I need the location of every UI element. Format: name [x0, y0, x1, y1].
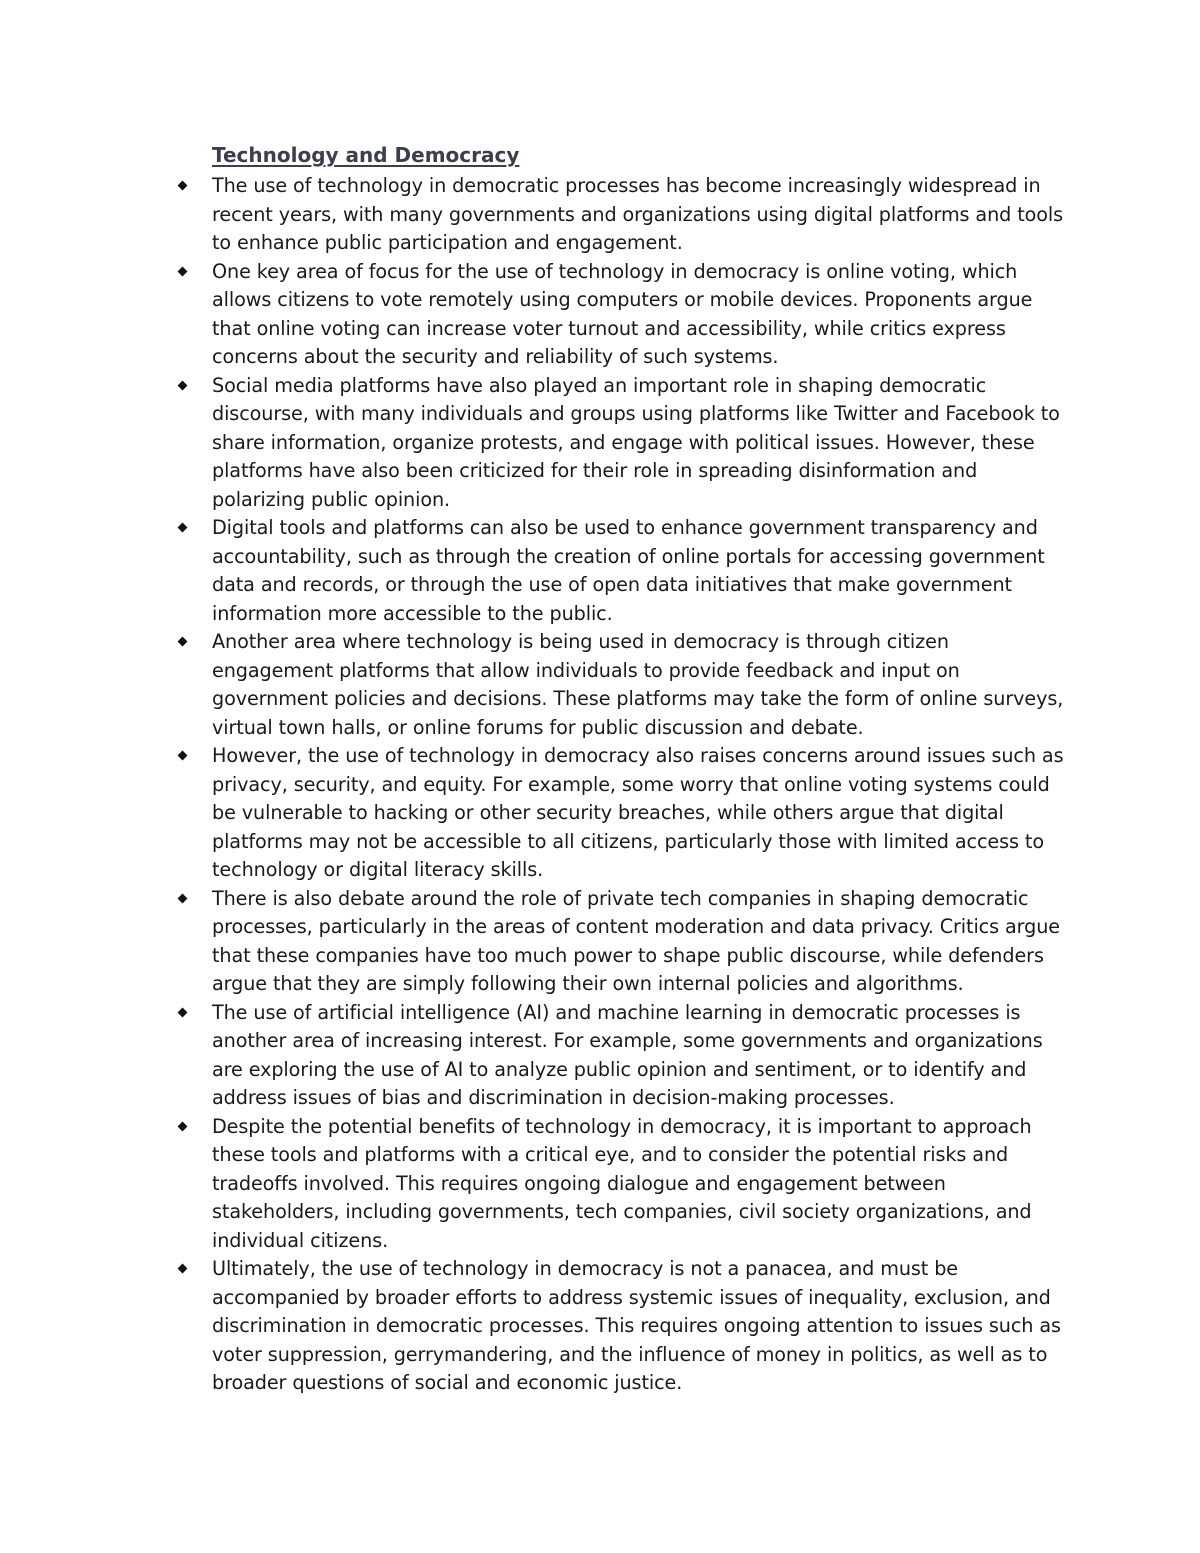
bullet-item: [212, 372, 1072, 515]
bullet-item: [212, 514, 1072, 628]
diamond-bullet-icon: [178, 181, 188, 191]
bullet-item: [212, 742, 1072, 885]
bullet-text: Ultimately, the use of technology in democracy is not a panacea, and must be accompanied by broader efforts to address systemic issues of inequality, exclusion, and discrimination in democratic processes. This requires ongoing attention to issues such as voter suppression, gerrymandering, and the influence of money in politics, as well as to broader questions of social and economic justice.: [212, 1257, 1061, 1394]
bullet-item: [212, 885, 1072, 999]
bullet-item: [212, 172, 1072, 258]
bullet-text: However, the use of technology in democracy also raises concerns around issues such as privacy, security, and equity. For example, some worry that online voting systems could be vulnerable to hacking or other security breaches, while others argue that digital platforms may not be accessible to all citizens, particularly those with limited access to technology or digital literacy skills.: [212, 744, 1064, 881]
bullet-text: The use of artificial intelligence (AI) and machine learning in democratic processes is another area of increasing interest. For example, some governments and organizations are exploring the use of AI to analyze public opinion and sentiment, or to identify and address issues of bias and discrimination in decision-making processes.: [212, 1000, 1043, 1109]
diamond-bullet-icon: [178, 266, 188, 276]
diamond-bullet-icon: [178, 1121, 188, 1131]
bullet-text: Digital tools and platforms can also be used to enhance government transparency and accountability, such as through the creation of online portals for accessing government data and records, or through the use of open data initiatives that make government information more accessible to the public.: [212, 516, 1045, 625]
bullet-text: The use of technology in democratic processes has become increasingly widespread in recent years, with many governments and organizations using digital platforms and tools to enhance public participation and engagement.: [212, 174, 1064, 254]
bullet-item: [212, 1113, 1072, 1256]
bullet-item: [212, 999, 1072, 1113]
bullet-text: One key area of focus for the use of technology in democracy is online voting, which allows citizens to vote remotely using computers or mobile devices. Proponents argue that online voting can increase voter turnout and accessibility, while critics express concerns about the security and reliability of such systems.: [212, 259, 1033, 368]
bullet-text: Social media platforms have also played an important role in shaping democratic discourse, with many individuals and groups using platforms like Twitter and Facebook to share information, organize protests, and engage with political issues. However, these platforms have also been criticized for their role in spreading disinformation and polarizing public opinion.: [212, 373, 1060, 511]
bullet-text: Another area where technology is being used in democracy is through citizen engagement platforms that allow individuals to provide feedback and input on government policies and decisions. These platforms may take the form of online surveys, virtual town halls, or online forums for public discussion and debate.: [212, 630, 1064, 739]
diamond-bullet-icon: [178, 523, 188, 533]
bullet-text: Despite the potential benefits of technology in democracy, it is important to approach these tools and platforms with a critical eye, and to consider the potential risks and tradeoffs involved. This requires ongoing dialogue and engagement between stakeholders, including governments, tech companies, civil society organizations, and individual citizens.: [212, 1114, 1032, 1252]
bullet-item: [212, 258, 1072, 372]
diamond-bullet-icon: [178, 1007, 188, 1017]
bullet-list: [212, 172, 1072, 1398]
diamond-bullet-icon: [178, 380, 188, 390]
diamond-bullet-icon: [178, 893, 188, 903]
bullet-item: [212, 628, 1072, 742]
diamond-bullet-icon: [178, 1264, 188, 1274]
bullet-item: [212, 1255, 1072, 1398]
bullet-text: There is also debate around the role of private tech companies in shaping democratic processes, particularly in the areas of content moderation and data privacy. Critics argue that these companies have too much power to shape public discourse, while defenders argue that they are simply following their own internal policies and algorithms.: [212, 886, 1060, 995]
document-title: Technology and Democracy: [212, 143, 520, 167]
diamond-bullet-icon: [178, 637, 188, 647]
diamond-bullet-icon: [178, 751, 188, 761]
